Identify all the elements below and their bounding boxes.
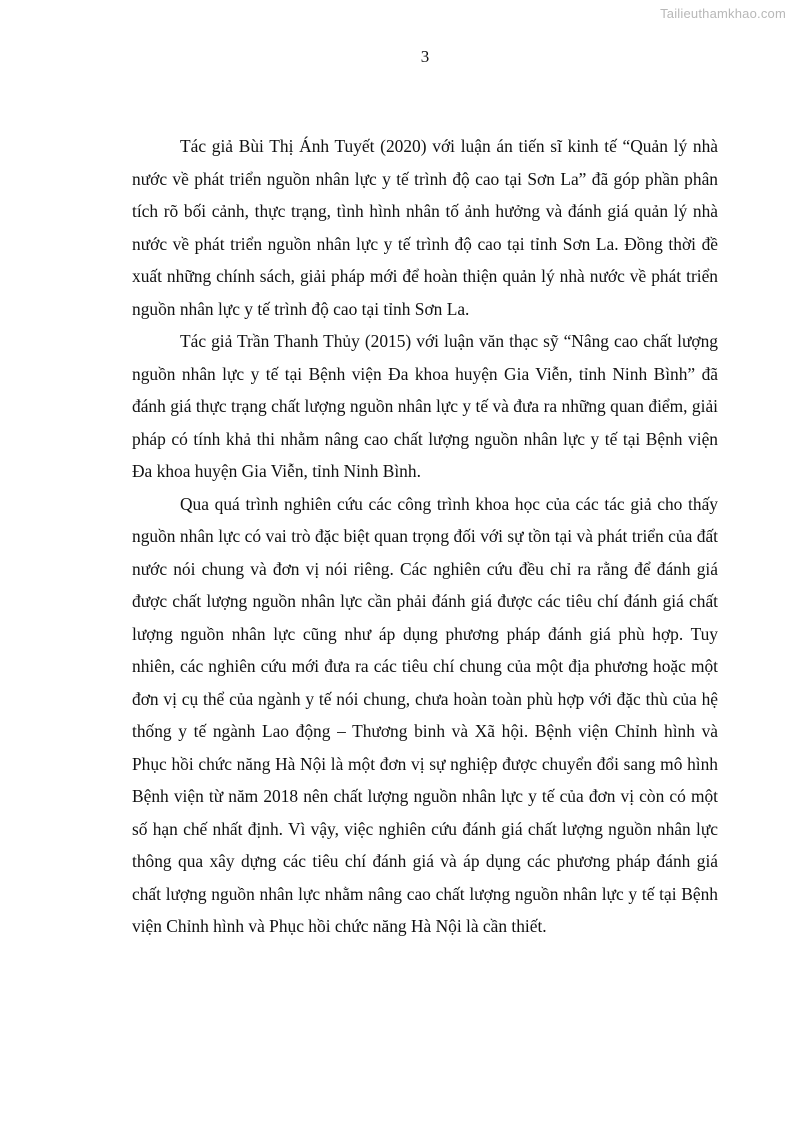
document-body xyxy=(132,130,718,943)
paragraph-2: Tác giả Trần Thanh Thủy (2015) với luận văn thạc sỹ “Nâng cao chất lượng nguồn nhân lực y tế tại Bệnh viện Đa khoa huyện Gia Viễn, tỉnh Ninh Bình” đã đánh giá thực trạng chất lượng nguồn nhân lực y tế và đưa ra những quan điểm, giải pháp có tính khả thi nhằm nâng cao chất lượng nguồn nhân lực y tế tại Bệnh viện Đa khoa huyện Gia Viễn, tỉnh Ninh Bình. xyxy=(132,331,718,481)
watermark: Tailieuthamkhao.com xyxy=(660,6,786,21)
paragraph-3: Qua quá trình nghiên cứu các công trình khoa học của các tác giả cho thấy nguồn nhân lực có vai trò đặc biệt quan trọng đối với sự tồn tại và phát triển của đất nước nói chung và đơn vị nói riêng. Các nghiên cứu đều chỉ ra rằng để đánh giá được chất lượng nguồn nhân lực cần phải đánh giá được các tiêu chí đánh giá chất lượng nguồn nhân lực cũng như áp dụng phương pháp đánh giá phù hợp. Tuy nhiên, các nghiên cứu mới đưa ra các tiêu chí chung của một địa phương hoặc một đơn vị cụ thể của ngành y tế nói chung, chưa hoàn toàn phù hợp với đặc thù của hệ thống y tế ngành Lao động – Thương binh và Xã hội. Bệnh viện Chỉnh hình và Phục hồi chức năng Hà Nội là một đơn vị sự nghiệp được chuyển đổi sang mô hình Bệnh viện từ năm 2018 nên chất lượng nguồn nhân lực y tế của đơn vị còn có một số hạn chế nhất định. Vì vậy, việc nghiên cứu đánh giá chất lượng nguồn nhân lực thông qua xây dựng các tiêu chí đánh giá và áp dụng các phương pháp đánh giá chất lượng nguồn nhân lực nhằm nâng cao chất lượng nguồn nhân lực y tế tại Bệnh viện Chỉnh hình và Phục hồi chức năng Hà Nội là cần thiết. xyxy=(132,493,718,936)
paragraph-1: Tác giả Bùi Thị Ánh Tuyết (2020) với luận án tiến sĩ kinh tế “Quản lý nhà nước về phát triển nguồn nhân lực y tế trình độ cao tại Sơn La” đã góp phần phân tích rõ bối cảnh, thực trạng, tình hình nhân tố ảnh hưởng và đánh giá quản lý nhà nước về phát triển nguồn nhân lực y tế trình độ cao tại tỉnh Sơn La. Đồng thời đề xuất những chính sách, giải pháp mới để hoàn thiện quản lý nhà nước về phát triển nguồn nhân lực y tế trình độ cao tại tỉnh Sơn La. xyxy=(132,136,718,319)
page-number: 3 xyxy=(420,47,430,66)
